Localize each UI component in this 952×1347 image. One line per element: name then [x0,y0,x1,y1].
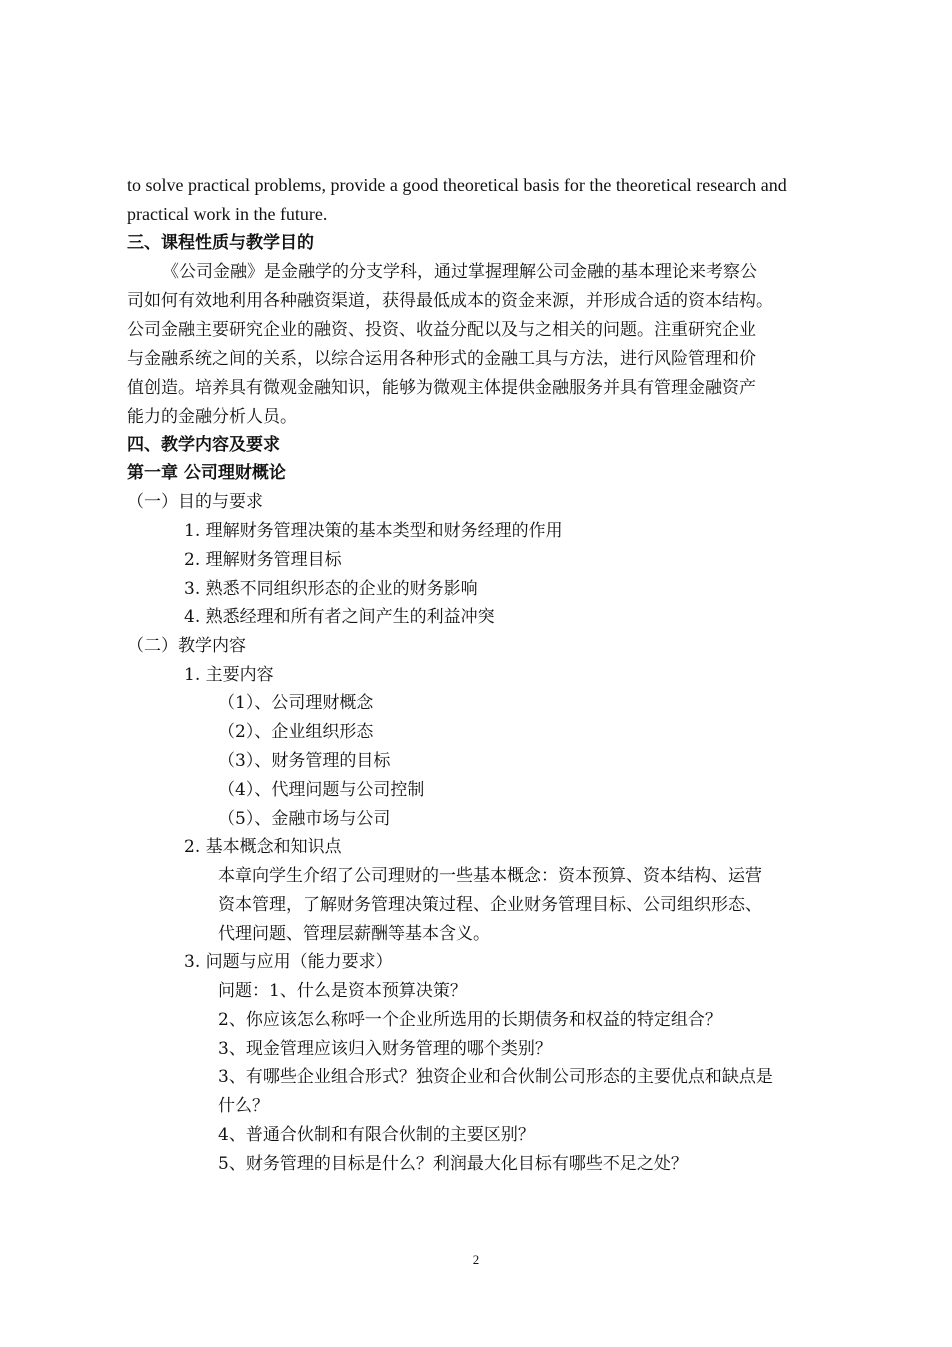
goal-item: 1. 理解财务管理决策的基本类型和财务经理的作用 [184,521,563,541]
section-3-heading: 三、课程性质与教学目的 [127,233,314,253]
concepts-label: 2. 基本概念和知识点 [184,837,342,857]
section-3-paragraph-line: 能力的金融分析人员。 [127,407,297,427]
page-number: 2 [472,1252,480,1267]
question-line: 5、财务管理的目标是什么？利润最大化目标有哪些不足之处？ [218,1154,688,1174]
main-content-item: （3）、财务管理的目标 [218,751,391,771]
section-3-paragraph-line: 值创造。培养具有微观金融知识，能够为微观主体提供金融服务并具有管理金融资产 [127,378,756,398]
concepts-line: 代理问题、管理层薪酬等基本含义。 [218,924,490,944]
question-line: 3、有哪些企业组合形式？独资企业和合伙制公司形态的主要优点和缺点是 [218,1067,773,1087]
intro-line-1: to solve practical problems, provide a good theoretical basis for the theoretical research and [127,175,787,195]
section-4-heading: 四、教学内容及要求 [127,435,280,455]
section-3-paragraph-line: 与金融系统之间的关系，以综合运用各种形式的金融工具与方法，进行风险管理和价 [127,349,756,369]
main-content-item: （4）、代理问题与公司控制 [218,780,425,800]
question-line: 什么？ [218,1096,269,1116]
concepts-line: 本章向学生介绍了公司理财的一些基本概念：资本预算、资本结构、运营 [218,866,762,886]
question-line: 问题：1、什么是资本预算决策？ [218,981,467,1001]
question-line: 4、普通合伙制和有限合伙制的主要区别？ [218,1125,535,1145]
goal-item: 3. 熟悉不同组织形态的企业的财务影响 [184,579,478,599]
main-content-item: （2）、企业组织形态 [218,722,374,742]
section-3-paragraph-line: 司如何有效地利用各种融资渠道，获得最低成本的资金来源，并形成合适的资本结构。 [127,291,773,311]
intro-line-2: practical work in the future. [127,204,328,224]
question-line: 3、现金管理应该归入财务管理的哪个类别？ [218,1039,552,1059]
question-line: 2、你应该怎么称呼一个企业所选用的长期债务和权益的特定组合？ [218,1010,722,1030]
questions-label: 3. 问题与应用（能力要求） [184,952,393,972]
goal-item: 2. 理解财务管理目标 [184,550,342,570]
section-3-paragraph-line: 《公司金融》是金融学的分支学科，通过掌握理解公司金融的基本理论来考察公 [162,262,757,282]
goal-item: 4. 熟悉经理和所有者之间产生的利益冲突 [184,607,495,627]
main-content-item: （5）、金融市场与公司 [218,809,391,829]
main-content-label: 1. 主要内容 [184,665,274,685]
goals-label: （一）目的与要求 [127,492,263,512]
main-content-item: （1）、公司理财概念 [218,693,374,713]
content-label: （二）教学内容 [127,636,246,656]
section-3-paragraph-line: 公司金融主要研究企业的融资、投资、收益分配以及与之相关的问题。注重研究企业 [127,320,756,340]
concepts-line: 资本管理，了解财务管理决策过程、企业财务管理目标、公司组织形态、 [218,895,762,915]
chapter-1-title: 第一章 公司理财概论 [127,463,286,483]
